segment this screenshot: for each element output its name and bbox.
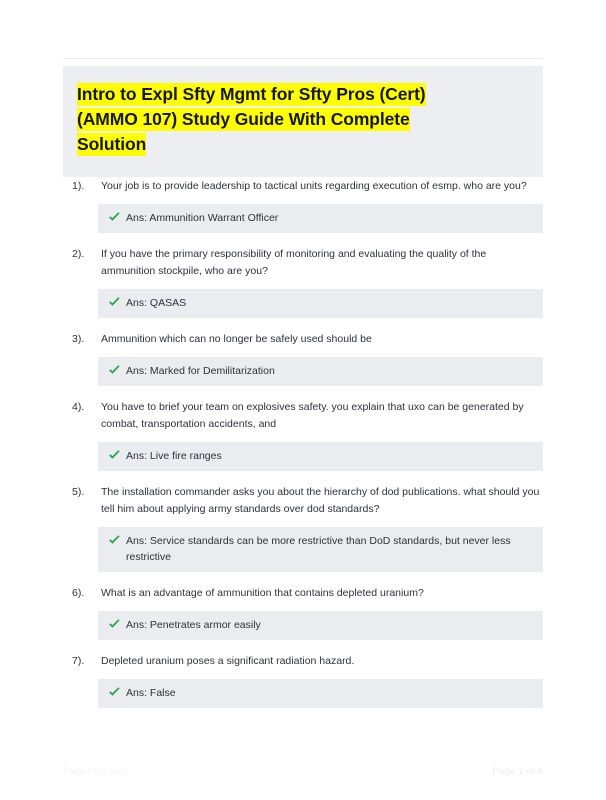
- answer-box: [98, 527, 543, 572]
- title-line-1: Intro to Expl Sfty Mgmt for Sfty Pros (Cert): [77, 84, 426, 104]
- qa-item: [63, 484, 543, 572]
- qa-item: [63, 331, 543, 386]
- question-row: [63, 178, 543, 195]
- question-number: 3).: [72, 333, 85, 345]
- question-text: You have to brief your team on explosives safety. you explain that uxo can be generated by combat, transportation accidents, and: [101, 401, 524, 430]
- title-line-3: Solution: [77, 134, 147, 154]
- header-divider: [63, 58, 543, 59]
- check-icon: [108, 686, 121, 701]
- check-icon: [108, 364, 121, 379]
- qa-item: [63, 653, 543, 708]
- question-row: [63, 331, 543, 348]
- answer-text: Ans: Live fire ranges: [126, 450, 222, 462]
- question-text: Ammunition which can no longer be safely used should be: [101, 333, 372, 345]
- answer-box: [98, 611, 543, 640]
- check-icon: [108, 296, 121, 311]
- answer-text: Ans: False: [126, 687, 176, 699]
- page-indicator: Page 1 of 4: [492, 766, 543, 777]
- answer-box: [98, 289, 543, 318]
- answer-text: Ans: QASAS: [126, 297, 187, 309]
- answer-text: Ans: Penetrates armor easily: [126, 619, 261, 631]
- question-text: The installation commander asks you about the hierarchy of dod publications. what should you tell him about applying army standards over dod standards?: [101, 486, 540, 515]
- question-row: [63, 399, 543, 433]
- question-answer-list: [63, 178, 543, 721]
- watermark-text: PaperSttic.com: [63, 766, 127, 776]
- question-number: 7).: [72, 655, 85, 667]
- answer-text: Ans: Ammunition Warrant Officer: [126, 212, 279, 224]
- question-text: Your job is to provide leadership to tactical units regarding execution of esmp. who are you?: [101, 180, 527, 192]
- question-number: 1).: [72, 180, 85, 192]
- answer-box: [98, 679, 543, 708]
- qa-item: [63, 178, 543, 233]
- question-number: 4).: [72, 401, 85, 413]
- question-row: [63, 246, 543, 280]
- answer-box: [98, 204, 543, 233]
- question-number: 6).: [72, 587, 85, 599]
- qa-item: [63, 399, 543, 471]
- page-title: [77, 82, 529, 157]
- question-row: [63, 653, 543, 670]
- answer-box: [98, 442, 543, 471]
- question-row: [63, 484, 543, 518]
- document-title-block: [63, 66, 543, 177]
- question-row: [63, 585, 543, 602]
- answer-text: Ans: Marked for Demilitarization: [126, 365, 275, 377]
- question-number: 5).: [72, 486, 85, 498]
- answer-text: Ans: Service standards can be more restrictive than DoD standards, but never less restrictive: [126, 535, 511, 563]
- check-icon: [108, 618, 121, 633]
- check-icon: [108, 534, 121, 549]
- question-text: If you have the primary responsibility of monitoring and evaluating the quality of the ammunition stockpile, who are you?: [101, 248, 487, 277]
- title-line-2: (AMMO 107) Study Guide With Complete: [77, 109, 410, 129]
- answer-box: [98, 357, 543, 386]
- qa-item: [63, 585, 543, 640]
- check-icon: [108, 449, 121, 464]
- qa-item: [63, 246, 543, 318]
- check-icon: [108, 211, 121, 226]
- question-text: Depleted uranium poses a significant radiation hazard.: [101, 655, 355, 667]
- page-footer: [63, 766, 543, 777]
- question-text: What is an advantage of ammunition that contains depleted uranium?: [101, 587, 424, 599]
- question-number: 2).: [72, 248, 85, 260]
